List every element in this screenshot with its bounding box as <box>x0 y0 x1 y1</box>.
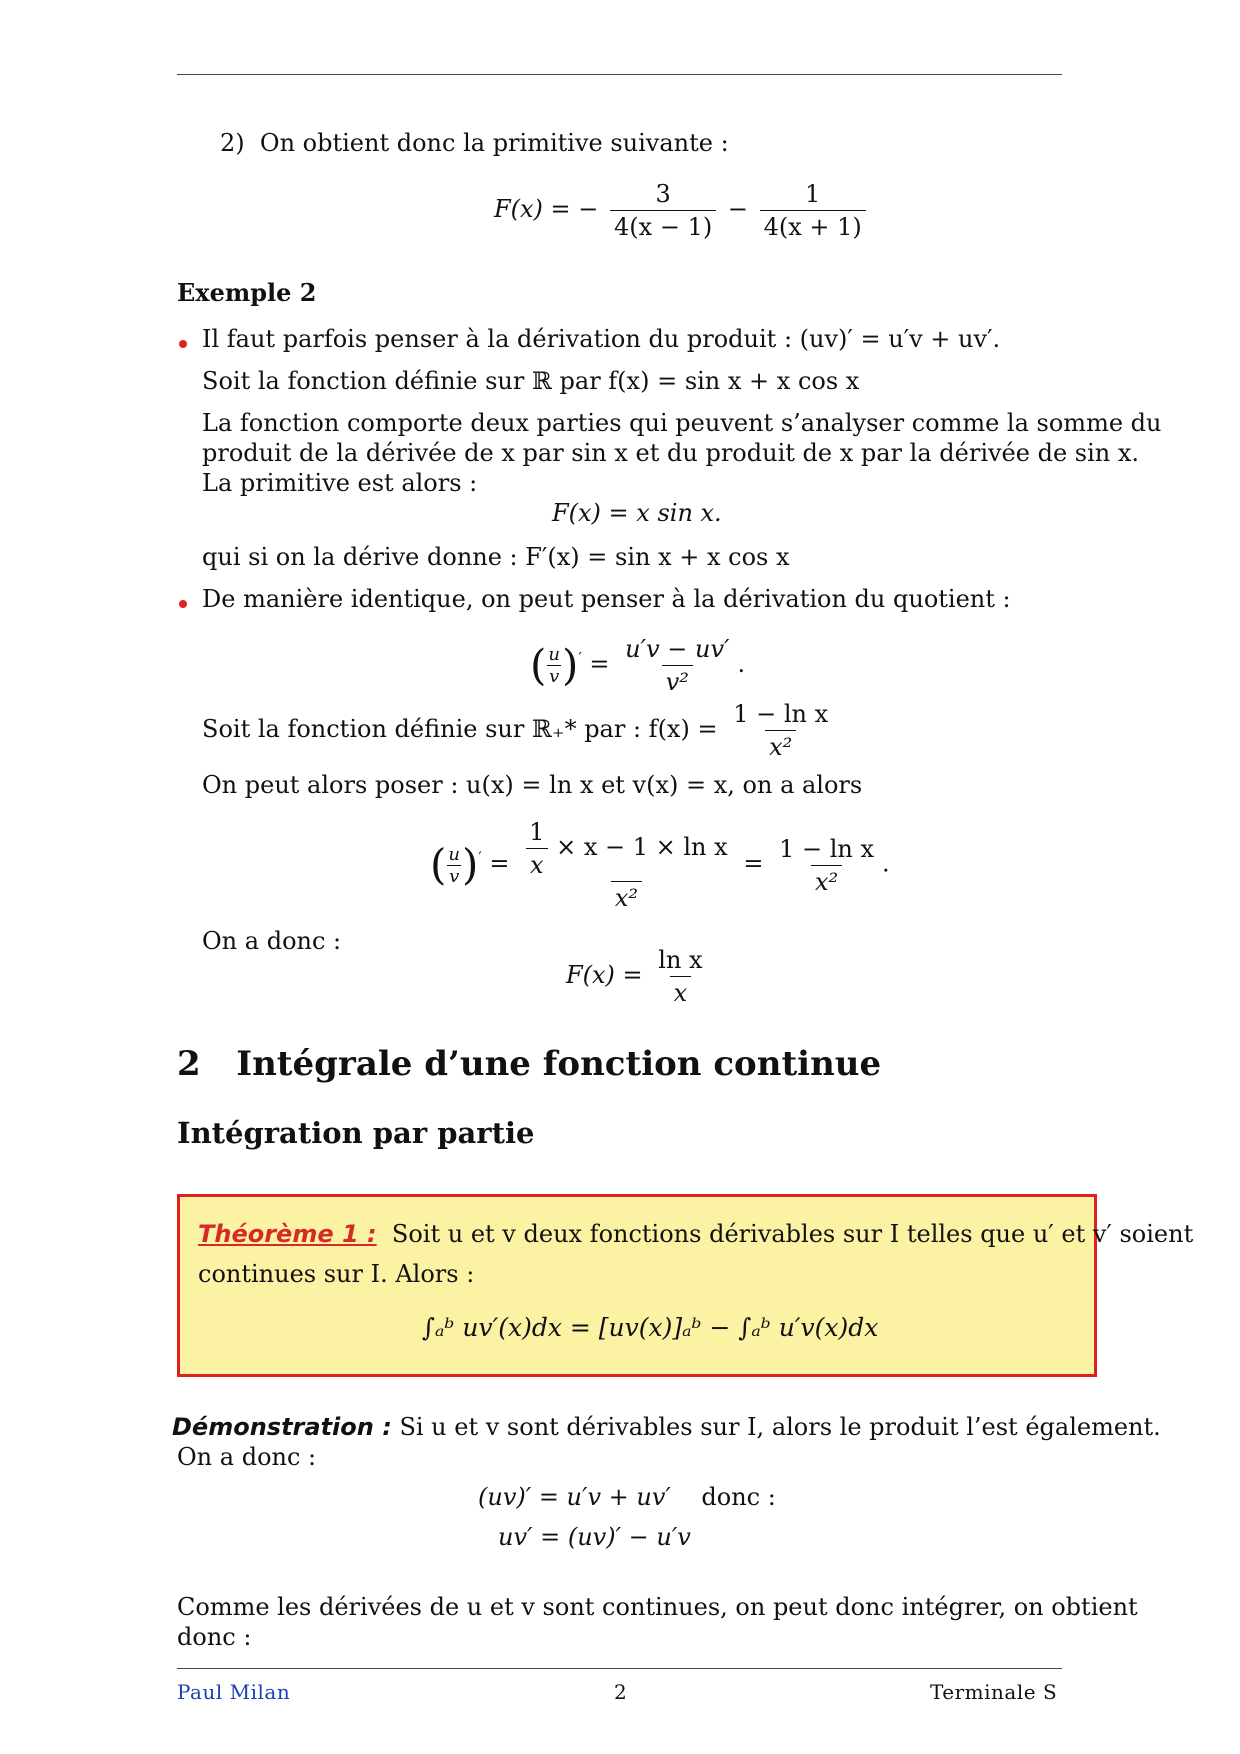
u-over-v-2 <box>446 844 462 887</box>
subsection-heading: Intégration par partie <box>177 1116 535 1150</box>
x-den: x <box>526 848 548 879</box>
prime-mark: ′ <box>578 649 582 667</box>
demo-text-2: On a donc : <box>177 1443 317 1471</box>
period-2: . <box>882 849 890 878</box>
u-symbol: u <box>548 644 560 665</box>
pose-line: On peut alors poser : u(x) = ln x et v(x) = x, on a alors <box>202 771 863 799</box>
u-over-v <box>546 644 562 687</box>
fraction-2 <box>760 180 866 241</box>
u-symbol-2: u <box>448 843 460 865</box>
one: 1 <box>529 818 545 846</box>
period: . <box>737 650 746 678</box>
header-rule <box>177 74 1062 75</box>
bullet-1-line-2: Soit la fonction définie sur ℝ par f(x) = sin x + x cos x <box>202 367 860 395</box>
bullet-1-para-1: La fonction comporte deux parties qui peuvent s’analyser comme la somme du <box>202 409 1162 437</box>
demo-eq-2: uv′ = (uv)′ − u′v <box>498 1523 691 1551</box>
on-a-donc: On a donc : <box>202 927 342 955</box>
bullet-1-line-1: Il faut parfois penser à la dérivation du produit : (uv)′ = u′v + uv′. <box>202 325 1001 353</box>
fraction-1-den: 4(x − 1) <box>610 210 716 241</box>
item-2-label: 2) <box>220 129 245 157</box>
fraction-1-num: 3 <box>655 180 671 208</box>
footer-rule <box>177 1668 1062 1669</box>
section-heading <box>177 1044 881 1084</box>
one-over-x <box>525 818 548 879</box>
definition-text: Soit la fonction définie sur ℝ₊* par : f(x) = <box>202 715 718 743</box>
minus-sign: − <box>727 195 748 223</box>
demo-eq-1-text: (uv)′ = u′v + uv′ <box>478 1483 671 1511</box>
final-F-num: ln x <box>658 946 703 974</box>
result-den: x² <box>811 865 842 896</box>
definition-f <box>202 700 836 761</box>
result-num: 1 − ln x <box>779 834 874 863</box>
footer-class: Terminale S <box>930 1680 1058 1704</box>
example-title: Exemple 2 <box>177 278 317 307</box>
fraction-2-den: 4(x + 1) <box>760 210 866 241</box>
theorem-text-2: continues sur I. Alors : <box>198 1260 475 1288</box>
right-paren-2: ) <box>461 840 479 889</box>
equals-sign: = <box>589 650 610 678</box>
definition-num: 1 − ln x <box>733 700 829 728</box>
demo-line-1 <box>172 1412 1161 1442</box>
equals-sign-3: = <box>743 849 764 878</box>
equals-sign-2: = <box>489 849 510 878</box>
final-F-den: x <box>670 976 692 1007</box>
item-2-text: On obtient donc la primitive suivante : <box>259 129 729 157</box>
theorem-label: Théorème 1 : <box>198 1220 377 1248</box>
footer-page-number: 2 <box>614 1680 628 1704</box>
fraction-2-num: 1 <box>805 180 821 208</box>
section-number: 2 <box>177 1044 201 1084</box>
bullet-2-line-1: De manière identique, on peut penser à la dérivation du quotient : <box>202 585 1011 613</box>
bullet-1-para-3: La primitive est alors : <box>202 469 478 497</box>
quotient-rule <box>530 635 745 696</box>
theorem-text-1: Soit u et v deux fonctions dérivables sur I telles que u′ et v′ soient <box>391 1220 1194 1248</box>
big-fraction <box>521 818 732 912</box>
left-paren-2: ( <box>430 840 447 889</box>
theorem-box <box>177 1194 1194 1377</box>
conclusion-line-2: donc : <box>177 1623 252 1651</box>
v-symbol: v <box>549 666 560 687</box>
right-paren: ) <box>561 640 579 690</box>
bullet-1-para-2: produit de la dérivée de x par sin x et du produit de x par la dérivée de sin x. <box>202 439 1140 467</box>
left-paren: ( <box>530 640 547 690</box>
v-symbol-2: v <box>449 865 460 887</box>
prime-mark-2: ′ <box>478 848 482 867</box>
demo-text-1: Si u et v sont dérivables sur I, alors le produit l’est également. <box>399 1413 1161 1441</box>
item-2 <box>220 128 729 158</box>
derivative-computation <box>430 818 890 912</box>
big-fraction-den: x² <box>611 881 642 912</box>
final-F-fraction <box>654 946 706 1007</box>
primitive-formula <box>494 180 870 241</box>
demo-label: Démonstration : <box>172 1413 392 1441</box>
conclusion-line-1: Comme les dérivées de u et v sont continues, on peut donc intégrer, on obtient <box>177 1593 1138 1621</box>
footer-author: Paul Milan <box>177 1680 291 1704</box>
theorem-line-1 <box>198 1219 1193 1249</box>
demo-eq-1-suffix: donc : <box>701 1483 776 1511</box>
formula-lhs: F(x) = − <box>494 195 599 223</box>
theorem-formula: ∫ₐᵇ uv′(x)dx = [uv(x)]ₐᵇ − ∫ₐᵇ u′v(x)dx <box>422 1313 879 1342</box>
result-fraction <box>775 835 878 896</box>
fraction-1 <box>610 180 716 241</box>
definition-den: x² <box>765 730 796 761</box>
demo-eq-1 <box>478 1482 776 1512</box>
bullet-1-derive: qui si on la dérive donne : F′(x) = sin x + x cos x <box>202 543 790 571</box>
bullet-dot-2 <box>179 600 187 608</box>
bullet-1-formula: F(x) = x sin x. <box>552 499 722 527</box>
definition-fraction <box>729 700 832 761</box>
quotient-den: v² <box>662 665 693 696</box>
big-num-rest: × x − 1 × ln x <box>556 833 728 861</box>
bullet-dot-1 <box>179 340 187 348</box>
final-F-lhs: F(x) = <box>566 961 643 989</box>
quotient-num: u′v − uv′ <box>625 635 730 663</box>
big-fraction-num <box>521 818 732 881</box>
final-F <box>566 946 711 1007</box>
section-title: Intégrale d’une fonction continue <box>236 1044 882 1084</box>
quotient-fraction <box>621 635 733 696</box>
